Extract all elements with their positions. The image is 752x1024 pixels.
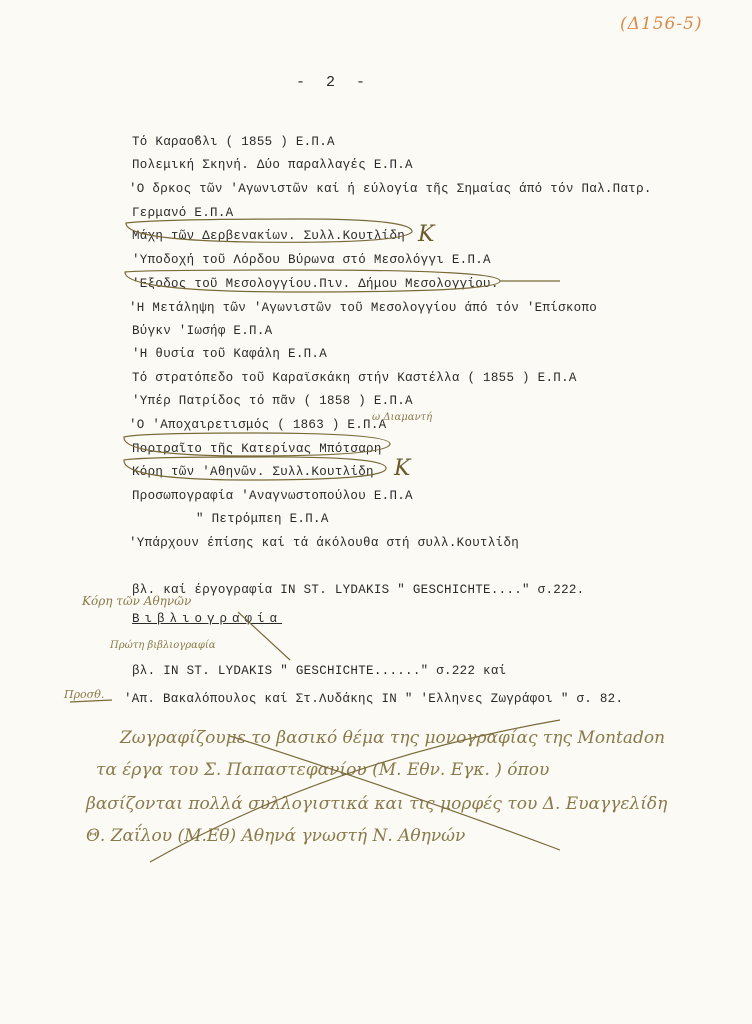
bibliography-heading: Βιβλιογραφία <box>132 612 283 626</box>
handwritten-margin-note: Κόρη τῶν Αθηνῶν <box>82 594 192 608</box>
work-line: Τό Καραοϐλι ( 1855 ) Ε.Π.Α <box>132 135 335 149</box>
work-line: Μάχη τῶν Δερβενακίων. Συλλ.Κουτλίδη <box>132 229 406 243</box>
bibliography-line: βλ. IN ST. LYDAKIS " GESCHICHTE......" σ.222 καί <box>132 664 507 678</box>
work-line: 'Η θυσία τοῦ Καφάλη Ε.Π.Α <box>132 347 328 361</box>
work-line: 'Υπέρ Πατρίδος τό πᾶν ( 1858 ) Ε.Π.Α <box>132 394 413 408</box>
handwritten-mark: K <box>418 222 435 247</box>
handwritten-paragraph-line: Θ. Ζαΐλου (Μ.Εθ) Αθηνά γνωστή Ν. Αθηνών <box>86 826 466 846</box>
work-line: 'Ο δρκος τῶν 'Αγωνιστῶν καί ή εύλογία τῆς Σημαίας άπό τόν Παλ.Πατρ. <box>129 182 652 196</box>
ergography-line: βλ. καί έργογραφία IN ST. LYDAKIS " GESCHICHTE...." σ.222. <box>132 583 585 597</box>
handwritten-paragraph-line: Ζωγραφίζουμε το βασικό θέμα της μονογραφίας της Montadon <box>120 728 666 748</box>
handwritten-paragraph-line: τα έργα του Σ. Παπαστεφανίου (Μ. Εθν. Εγκ. ) όπου <box>96 760 550 780</box>
handwritten-margin-note: Προσθ. <box>64 688 105 701</box>
work-line: 'Υπάρχουν έπίσης καί τά άκόλουθα στή συλλ.Κουτλίδη <box>129 536 520 550</box>
handwritten-paragraph-line: βασίζονται πολλά συλλογιστικά και τις μορφές του Δ. Ευαγγελίδη <box>86 794 668 814</box>
archive-reference: (Δ156-5) <box>620 14 703 34</box>
bibliography-line: 'Απ. Βακαλόπουλος καί Στ.Λυδάκης IN " 'Ελληνες Ζωγράφοι " σ. 82. <box>124 692 624 706</box>
work-line: 'Υποδοχή τοῦ Λόρδου Βύρωνα στό Μεσολόγγι Ε.Π.Α <box>132 253 491 267</box>
work-line: Προσωπογραφία 'Αναγνωστοπούλου Ε.Π.Α <box>132 489 413 503</box>
work-line: Τό στρατόπεδο τοῦ Καραϊσκάκη στήν Καστέλλα ( 1855 ) Ε.Π.Α <box>132 371 577 385</box>
work-line: Πολεμική Σκηνή. Δύο παραλλαγές Ε.Π.Α <box>132 158 413 172</box>
work-line: Βύγκν 'Ιωσήφ Ε.Π.Α <box>132 324 273 338</box>
work-line: Κόρη τῶν 'Αθηνῶν. Συλλ.Κουτλίδη <box>132 465 374 479</box>
handwritten-note: ω Διαμαντή <box>372 412 433 423</box>
page-number: - 2 - <box>296 74 372 91</box>
work-line: Πορτραῖτο τῆς Κατερίνας Μπότσαρη <box>132 442 382 456</box>
handwritten-margin-note: Πρώτη βιβλιογραφία <box>110 640 216 651</box>
work-line: 'Εξοδος τοῦ Μεσολογγίου.Πιν. Δήμου Μεσολογγίου. <box>132 277 499 291</box>
work-line: Γερμανό Ε.Π.Α <box>132 206 234 220</box>
work-line: 'Ο 'Αποχαιρετισμός ( 1863 ) Ε.Π.Α <box>129 418 387 432</box>
handwritten-mark: K <box>394 456 411 481</box>
work-line: " Πετρόμπεη Ε.Π.Α <box>196 512 329 526</box>
work-line: 'Η Μετάληψη τῶν 'Αγωνιστῶν τοῦ Μεσολογγίου άπό τόν 'Επίσκοπο <box>129 301 598 315</box>
